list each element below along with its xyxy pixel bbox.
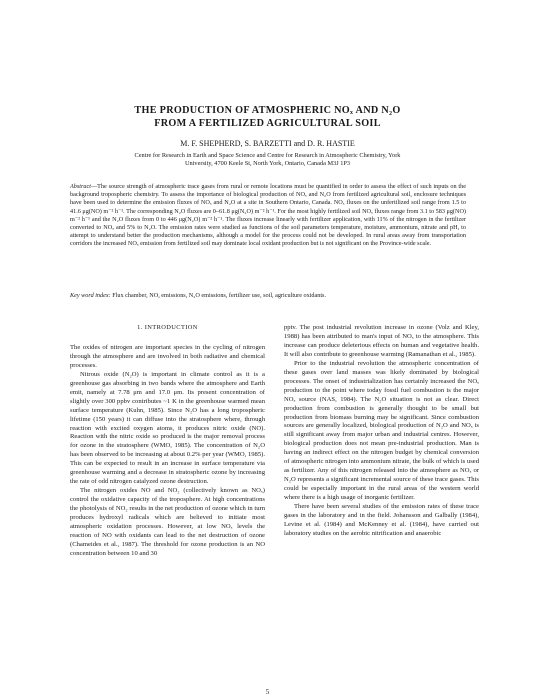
paper-title-line-2: FROM A FERTILIZED AGRICULTURAL SOIL (154, 118, 381, 129)
keyword-label: Key word index: (70, 292, 111, 299)
page-number: 5 (265, 688, 270, 696)
abstract-text: —The source strength of atmospheric trace gases from rural or remote locations must be quantified in order to assess the effect of such inputs on the background tropospheric chemistry. To assess the importance of biological production of NOₓ and N₂O from fertilized agricultural soil, enclosure techniques have been used to determine the emission fluxes of NOₓ and N₂O at a site in Southern Ontario, Canada. NOₓ fluxes on the unfertilized soil range from 1.5 to 41.6 μg(NO) m⁻² h⁻¹. The corresponding N₂O fluxes are 0–61.8 μg(N₂O) m⁻² h⁻¹. For the most highly fertilized soil NOₓ fluxes range from 3.1 to 583 μg(NO) m⁻² h⁻¹ and the N₂O fluxes from 0 to 446 μg(N₂O) m⁻² h⁻¹. The fluxes increase linearly with fertilizer application, with 11% of the nitrogen in the fertilizer converted to NOₓ and 5% to N₂O. The emission rates were studied as functions of the soil parameters temperature, moisture, ammonium, nitrate and pH, to attempt to understand better the production mechanisms, although a model for the process could not be developed. In rural areas away from transportation corridors the increased NOₓ emission from fertilized soil may dominate local oxidant production but is not significant on the Province-wide scale. (70, 183, 466, 248)
keyword-text: Flux chamber, NO, emissions, N₂O emissions, fertilizer use, soil, agriculture oxidants. (110, 292, 327, 299)
affiliation (70, 152, 465, 169)
abstract-label: Abstract (70, 183, 91, 190)
affiliation-line-2: University, 4700 Keele St, North York, Ontario, Canada M3J 1P3 (184, 160, 351, 168)
body-paragraph: The oxides of nitrogen are important species in the cycling of nitrogen through the atmosphere and are involved in both radiative and chemical processes. (70, 343, 265, 369)
body-paragraph: The nitrogen oxides NO and NO₂ (collectively known as NOₓ) control the oxidative capacity of the troposphere. At high concentrations the photolysis of NO₂ results in the net production of ozone which in turn produces hydroxyl radicals which are believed to initiate most atmospheric oxidation processes. However, at low NOₓ levels the reaction of NO with oxidants can lead to the net destruction of ozone (Chameides et al., 1987). The threshold for ozone production is an NO concentration between 10 and 30 (70, 487, 265, 557)
abstract (70, 183, 466, 249)
body-paragraph: Nitrous oxide (N₂O) is important in climate control as it is a greenhouse gas absorbing in two bands where the atmosphere and Earth emit, namely at 7.78 μm and 17.0 μm. Its present concentration of slightly over 300 ppbv contributes ~1 K in the greenhouse warmed mean surface temperature (Kuhn, 1985). Since N₂O has a long tropospheric lifetime (150 years) it can diffuse into the stratosphere where, through reaction with excited oxygen atoms, it produces nitric oxide (NO). Reaction with the nitric oxide so produced is the major removal process for ozone in the stratosphere (WMO, 1985). The concentration of N₂O has been observed to be increasing at about 0.2% per year (WMO, 1985). This can be expected to result in an increase in surface temperature via greenhouse warming and a decrease in stratospheric ozone by increasing the rate of odd nitrogen catalyzed ozone destruction. (70, 370, 265, 486)
author-list: M. F. SHEPHERD, S. BARZETTI and D. R. HASTIE (180, 139, 355, 148)
body-paragraph: There have been several studies of the emission rates of these trace gases in the laboratory and in the field. Johansson and Galbally (1984), Levine et al. (1984) and McKenney et al. (1984), have carried out laboratory studies on the aerobic nitrification and anaerobic (284, 503, 479, 537)
paper-title (40, 104, 495, 130)
body-paragraph: pptv. The post industrial revolution increase in ozone (Volz and Kley, 1988) has been attributed to man's input of NOₓ to the atmosphere. This increase can produce deleterious effects on human and vegetative health. It will also contribute to greenhouse warming (Ramanathan et al., 1985). (284, 324, 479, 358)
section-heading-introduction: 1. INTRODUCTION (137, 324, 198, 331)
affiliation-line-1: Centre for Research in Earth and Space Science and Centre for Research in Atmospheric Chemistry, York (134, 152, 401, 159)
left-column (70, 324, 265, 559)
paper-title-line-1: THE PRODUCTION OF ATMOSPHERIC NOₓ AND N₂O (134, 105, 401, 116)
right-column (284, 324, 479, 539)
body-paragraph: Prior to the industrial revolution the atmospheric concentration of these gases over land masses was likely dominated by biological processes. The onset of industrialization has certainly increased the NOₓ production to the point where today fossil fuel combustion is the major NOₓ source (NAS, 1984). The N₂O situation is not as clear. Direct production from combustion is generally thought to be small but production from biomass burning may be significant. Since combustion sources are generally localized, biological production of N₂O and NOₓ is still significant away from major urban and industrial centres. However, biological production does not mean pre-industrial production. Man is having an indirect effect on the nitrogen budget by chemical conversion of atmospheric nitrogen into ammonium nitrate, the bulk of which is used as fertilizer. Any of this nitrogen released into the atmosphere as NOₓ or N₂O represents a significant incremental source of these trace gases. This could be especially important in the rural areas of the western world where there is a high usage of inorganic fertilizer. (284, 359, 479, 502)
keyword-index (70, 292, 470, 300)
